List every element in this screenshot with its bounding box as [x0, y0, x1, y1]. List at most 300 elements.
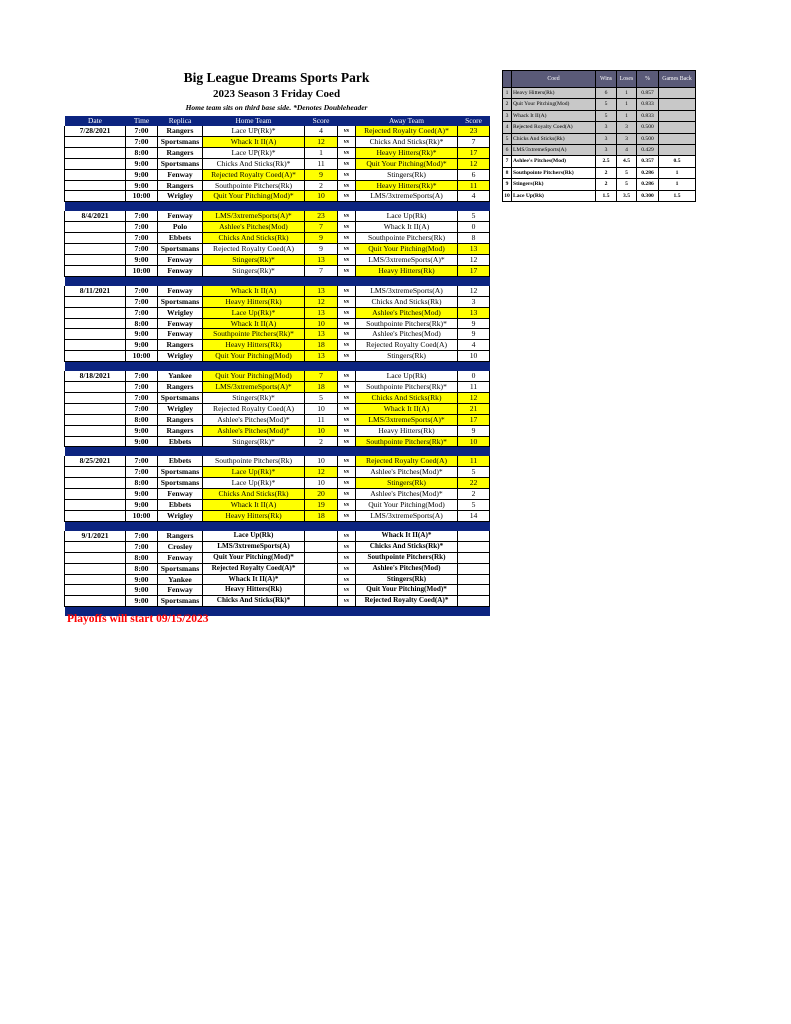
standings-team: Ashlee's Pitches(Mod): [512, 156, 596, 167]
standings-wins: 2: [596, 167, 617, 178]
page-title: Big League Dreams Sports Park: [183, 70, 370, 85]
home-score: 10: [305, 318, 338, 329]
home-team: Whack It II(A)*: [203, 574, 305, 585]
game-row: [65, 456, 490, 466]
vs-label: vs: [338, 351, 356, 362]
playoffs-notice: Playoffs will start 09/15/2023: [67, 613, 209, 625]
home-team: Rejected Royalty Coed(A): [203, 403, 305, 414]
standings-losses: 1: [617, 99, 637, 110]
away-team: Stingers(Rk): [356, 574, 458, 585]
game-time: 9:00: [126, 425, 158, 436]
vs-label: vs: [338, 307, 356, 318]
standings-wins: 1.5: [596, 190, 617, 201]
standings-team: Chicks And Sticks(Rk): [512, 133, 596, 144]
week-separator-bar: [65, 202, 490, 212]
standings-games-back: [659, 88, 696, 99]
away-team: Southpointe Pitchers(Rk): [356, 552, 458, 563]
away-team: Lace Up(Rk): [356, 211, 458, 221]
game-row: [65, 340, 490, 351]
home-team: Stingers(Rk)*: [203, 265, 305, 276]
away-team: Rejected Royalty Coed(A): [356, 340, 458, 351]
vs-label: vs: [338, 191, 356, 202]
home-score: 2: [305, 180, 338, 191]
away-score: 0: [458, 222, 490, 233]
game-time: 9:00: [126, 340, 158, 351]
standings-pct: 0.857: [637, 88, 659, 99]
vs-label: vs: [338, 425, 356, 436]
standings-row: [503, 179, 696, 190]
standings-rank: 6: [503, 145, 512, 156]
away-score: 5: [458, 467, 490, 478]
game-time: 7:00: [126, 371, 158, 381]
standings-team: Quit Your Pitching(Mod): [512, 99, 596, 110]
home-score: 20: [305, 489, 338, 500]
home-score: [305, 585, 338, 596]
away-team: Heavy Hitters(Rk): [356, 265, 458, 276]
field-replica: Ebbets: [158, 500, 203, 511]
standings-losses: 4: [617, 145, 637, 156]
game-time: 9:00: [126, 489, 158, 500]
column-header: Away Team: [356, 116, 458, 126]
page-subtitle: 2023 Season 3 Friday Coed: [212, 88, 341, 100]
game-row: [65, 233, 490, 244]
game-time: 9:00: [126, 596, 158, 607]
home-score: 18: [305, 340, 338, 351]
standings-pct: 0.500: [637, 133, 659, 144]
game-row: [65, 531, 490, 541]
game-date: [65, 585, 126, 596]
home-team: LMS/3xtremeSports(A): [203, 541, 305, 552]
game-date: [65, 511, 126, 522]
home-team: Lace Up(Rk)*: [203, 478, 305, 489]
home-team: Chicks And Sticks(Rk): [203, 233, 305, 244]
game-row: [65, 467, 490, 478]
standings-column-header: %: [637, 71, 659, 88]
away-team: Chicks And Sticks(Rk): [356, 296, 458, 307]
standings-losses: 5: [617, 167, 637, 178]
away-team: LMS/3xtremeSports(A)*: [356, 254, 458, 265]
vs-label: vs: [338, 531, 356, 541]
away-score: [458, 541, 490, 552]
game-row: [65, 191, 490, 202]
away-team: Whack It II(A)*: [356, 531, 458, 541]
game-time: 7:00: [126, 456, 158, 466]
week-separator-bar: [65, 521, 490, 531]
home-score: 10: [305, 191, 338, 202]
standings-wins: 5: [596, 110, 617, 121]
week-separator-bar: [65, 447, 490, 457]
game-time: 7:00: [126, 382, 158, 393]
game-row: [65, 169, 490, 180]
game-row: [65, 147, 490, 158]
field-replica: Rangers: [158, 340, 203, 351]
vs-label: vs: [338, 180, 356, 191]
home-score: 10: [305, 478, 338, 489]
away-team: Southpointe Pitchers(Rk): [356, 233, 458, 244]
game-date: [65, 414, 126, 425]
home-team: Quit Your Pitching(Mod): [203, 351, 305, 362]
standings-row: [503, 190, 696, 201]
away-team: Heavy Hitters(Rk)*: [356, 180, 458, 191]
vs-label: vs: [338, 563, 356, 574]
home-team: Ashlee's Pitches(Mod): [203, 222, 305, 233]
away-score: 23: [458, 126, 490, 136]
away-team: Stingers(Rk): [356, 478, 458, 489]
game-date: [65, 563, 126, 574]
standings-rank: 5: [503, 133, 512, 144]
game-time: 7:00: [126, 531, 158, 541]
vs-label: vs: [338, 585, 356, 596]
home-score: [305, 563, 338, 574]
vs-label: vs: [338, 340, 356, 351]
game-time: 10:00: [126, 191, 158, 202]
game-date: [65, 329, 126, 340]
standings-losses: 4.5: [617, 156, 637, 167]
home-score: [305, 596, 338, 607]
standings-games-back: [659, 99, 696, 110]
vs-label: vs: [338, 596, 356, 607]
game-row: [65, 371, 490, 381]
game-row: [65, 222, 490, 233]
away-score: 17: [458, 147, 490, 158]
field-replica: Ebbets: [158, 456, 203, 466]
standings-wins: 3: [596, 145, 617, 156]
home-score: 7: [305, 265, 338, 276]
home-team: Southpointe Pitchers(Rk): [203, 456, 305, 466]
field-replica: Fenway: [158, 254, 203, 265]
game-time: 10:00: [126, 351, 158, 362]
away-score: 22: [458, 478, 490, 489]
game-time: 8:00: [126, 147, 158, 158]
away-team: Southpointe Pitchers(Rk)*: [356, 436, 458, 447]
field-replica: Rangers: [158, 531, 203, 541]
vs-label: vs: [338, 478, 356, 489]
vs-label: vs: [338, 126, 356, 136]
away-team: Stingers(Rk): [356, 169, 458, 180]
standings-wins: 3: [596, 122, 617, 133]
standings-losses: 1: [617, 88, 637, 99]
field-replica: Fenway: [158, 286, 203, 296]
standings-wins: 5: [596, 99, 617, 110]
home-score: 9: [305, 233, 338, 244]
week-separator: [65, 447, 490, 457]
game-time: 9:00: [126, 500, 158, 511]
game-row: [65, 563, 490, 574]
field-replica: Sportsmans: [158, 136, 203, 147]
vs-label: vs: [338, 436, 356, 447]
game-time: 8:00: [126, 552, 158, 563]
home-score: 10: [305, 456, 338, 466]
home-score: [305, 574, 338, 585]
game-date: [65, 436, 126, 447]
home-score: 7: [305, 371, 338, 381]
home-team: Quit Your Pitching(Mod)*: [203, 191, 305, 202]
game-time: 7:00: [126, 233, 158, 244]
home-team: LMS/3xtremeSports(A)*: [203, 382, 305, 393]
home-team: Southpointe Pitchers(Rk): [203, 180, 305, 191]
game-date: [65, 340, 126, 351]
field-replica: Fenway: [158, 552, 203, 563]
week-separator-bar: [65, 276, 490, 286]
field-replica: Sportsmans: [158, 563, 203, 574]
game-row: [65, 403, 490, 414]
game-date: [65, 489, 126, 500]
home-score: 13: [305, 351, 338, 362]
home-score: 12: [305, 467, 338, 478]
standings-pct: 0.286: [637, 179, 659, 190]
game-time: 7:00: [126, 244, 158, 255]
home-team: Lace UP(Rk)*: [203, 126, 305, 136]
vs-label: vs: [338, 233, 356, 244]
game-date: [65, 500, 126, 511]
home-team: Ashlee's Pitches(Mod)*: [203, 425, 305, 436]
standings-rank: 1: [503, 88, 512, 99]
away-team: Southpointe Pitchers(Rk)*: [356, 318, 458, 329]
standings-pct: 0.286: [637, 167, 659, 178]
away-score: 17: [458, 414, 490, 425]
home-score: 9: [305, 169, 338, 180]
vs-label: vs: [338, 211, 356, 221]
game-row: [65, 585, 490, 596]
field-replica: Sportsmans: [158, 596, 203, 607]
standings-team: Southpointe Pitchers(Rk): [512, 167, 596, 178]
home-score: 13: [305, 329, 338, 340]
standings-column-header: Coed: [512, 71, 596, 88]
away-score: 0: [458, 371, 490, 381]
away-score: 10: [458, 436, 490, 447]
standings-losses: 3: [617, 133, 637, 144]
away-score: 14: [458, 511, 490, 522]
game-row: [65, 296, 490, 307]
game-date: [65, 265, 126, 276]
vs-label: vs: [338, 265, 356, 276]
vs-label: vs: [338, 456, 356, 466]
game-time: 8:00: [126, 414, 158, 425]
home-score: 11: [305, 158, 338, 169]
game-row: [65, 500, 490, 511]
standings-row: [503, 133, 696, 144]
game-row: [65, 392, 490, 403]
away-team: LMS/3xtremeSports(A): [356, 286, 458, 296]
vs-label: vs: [338, 318, 356, 329]
game-row: [65, 158, 490, 169]
field-replica: Ebbets: [158, 436, 203, 447]
away-score: [458, 552, 490, 563]
home-team: Stingers(Rk)*: [203, 436, 305, 447]
column-header: [338, 116, 356, 126]
game-row: [65, 478, 490, 489]
away-score: [458, 574, 490, 585]
vs-label: vs: [338, 147, 356, 158]
column-header: Score: [458, 116, 490, 126]
vs-label: vs: [338, 329, 356, 340]
game-row: [65, 436, 490, 447]
field-replica: Fenway: [158, 318, 203, 329]
away-team: Quit Your Pitching(Mod)*: [356, 158, 458, 169]
home-team: Heavy Hitters(Rk): [203, 340, 305, 351]
field-replica: Rangers: [158, 126, 203, 136]
away-team: Chicks And Sticks(Rk): [356, 392, 458, 403]
away-team: Chicks And Sticks(Rk)*: [356, 541, 458, 552]
home-team: Stingers(Rk)*: [203, 392, 305, 403]
away-score: [458, 596, 490, 607]
home-score: 12: [305, 136, 338, 147]
standings-pct: 0.833: [637, 110, 659, 121]
vs-label: vs: [338, 574, 356, 585]
vs-label: vs: [338, 222, 356, 233]
column-header: Home Team: [203, 116, 305, 126]
home-score: [305, 531, 338, 541]
game-row: [65, 136, 490, 147]
home-team: Chicks And Sticks(Rk)*: [203, 158, 305, 169]
game-time: 9:00: [126, 574, 158, 585]
home-score: 5: [305, 392, 338, 403]
standings-games-back: 0.5: [659, 156, 696, 167]
standings-games-back: 1: [659, 179, 696, 190]
away-score: 3: [458, 296, 490, 307]
away-team: Quit Your Pitching(Mod)*: [356, 585, 458, 596]
game-time: 7:00: [126, 222, 158, 233]
game-time: 7:00: [126, 467, 158, 478]
away-score: 11: [458, 382, 490, 393]
away-team: Whack It II(A): [356, 222, 458, 233]
home-team: Chicks And Sticks(Rk)*: [203, 596, 305, 607]
field-replica: Yankee: [158, 574, 203, 585]
standings-pct: 0.357: [637, 156, 659, 167]
standings-games-back: 1.5: [659, 190, 696, 201]
home-score: 1: [305, 147, 338, 158]
game-row: [65, 126, 490, 136]
away-score: 4: [458, 191, 490, 202]
week-separator-bar: [65, 362, 490, 372]
home-score: 7: [305, 222, 338, 233]
game-date: [65, 478, 126, 489]
game-row: [65, 574, 490, 585]
away-team: Rejected Royalty Coed(A)*: [356, 596, 458, 607]
game-row: [65, 552, 490, 563]
schedule-table: [64, 116, 490, 616]
game-date: 7/28/2021: [65, 126, 126, 136]
standings-row: [503, 156, 696, 167]
home-team: Whack It II(A): [203, 286, 305, 296]
home-score: 11: [305, 414, 338, 425]
game-row: [65, 318, 490, 329]
game-date: 8/25/2021: [65, 456, 126, 466]
standings-row: [503, 167, 696, 178]
game-date: [65, 147, 126, 158]
standings-rank: 2: [503, 99, 512, 110]
home-score: 23: [305, 211, 338, 221]
game-date: [65, 136, 126, 147]
away-team: Rejected Royalty Coed(A): [356, 456, 458, 466]
standings-row: [503, 110, 696, 121]
vs-label: vs: [338, 500, 356, 511]
game-row: [65, 265, 490, 276]
vs-label: vs: [338, 169, 356, 180]
vs-label: vs: [338, 371, 356, 381]
field-replica: Polo: [158, 222, 203, 233]
field-replica: Sportsmans: [158, 478, 203, 489]
standings-rank: 7: [503, 156, 512, 167]
field-replica: Sportsmans: [158, 296, 203, 307]
game-row: [65, 211, 490, 221]
standings-team: LMS/3xtremeSports(A): [512, 145, 596, 156]
home-team: Heavy Hitters(Rk): [203, 296, 305, 307]
standings-column-header: Loses: [617, 71, 637, 88]
home-team: Rejected Royalty Coed(A): [203, 244, 305, 255]
away-score: 9: [458, 318, 490, 329]
game-time: 9:00: [126, 585, 158, 596]
standings-wins: 2: [596, 179, 617, 190]
away-team: Ashlee's Pitches(Mod): [356, 563, 458, 574]
standings-row: [503, 88, 696, 99]
field-replica: Fenway: [158, 265, 203, 276]
game-time: 9:00: [126, 158, 158, 169]
game-date: [65, 425, 126, 436]
game-row: [65, 425, 490, 436]
vs-label: vs: [338, 254, 356, 265]
vs-label: vs: [338, 158, 356, 169]
home-team: Lace UP(Rk)*: [203, 147, 305, 158]
standings-rank: 10: [503, 190, 512, 201]
away-score: 12: [458, 286, 490, 296]
away-score: [458, 531, 490, 541]
game-time: 9:00: [126, 169, 158, 180]
home-team: Lace Up(Rk)*: [203, 307, 305, 318]
standings-rank: 3: [503, 110, 512, 121]
standings-pct: 0.300: [637, 190, 659, 201]
away-team: Ashlee's Pitches(Mod)*: [356, 489, 458, 500]
home-team: Whack It II(A): [203, 500, 305, 511]
vs-label: vs: [338, 382, 356, 393]
field-replica: Sportsmans: [158, 467, 203, 478]
game-time: 7:00: [126, 211, 158, 221]
standings-rank: 8: [503, 167, 512, 178]
away-score: 13: [458, 244, 490, 255]
standings-column-header: [503, 71, 512, 88]
standings-column-header: Wins: [596, 71, 617, 88]
game-date: 9/1/2021: [65, 531, 126, 541]
away-team: Ashlee's Pitches(Mod): [356, 329, 458, 340]
standings-wins: 6: [596, 88, 617, 99]
standings-losses: 3.5: [617, 190, 637, 201]
standings-games-back: [659, 122, 696, 133]
game-date: [65, 307, 126, 318]
game-date: [65, 169, 126, 180]
vs-label: vs: [338, 489, 356, 500]
vs-label: vs: [338, 286, 356, 296]
game-date: [65, 351, 126, 362]
home-score: 9: [305, 244, 338, 255]
game-time: 7:00: [126, 286, 158, 296]
game-date: [65, 158, 126, 169]
game-row: [65, 596, 490, 607]
standings-games-back: [659, 145, 696, 156]
home-team: Quit Your Pitching(Mod)*: [203, 552, 305, 563]
game-time: 9:00: [126, 180, 158, 191]
standings-pct: 0.500: [637, 122, 659, 133]
game-date: [65, 244, 126, 255]
vs-label: vs: [338, 414, 356, 425]
field-replica: Rangers: [158, 425, 203, 436]
home-score: 2: [305, 436, 338, 447]
home-score: 12: [305, 296, 338, 307]
standings-wins: 3: [596, 133, 617, 144]
vs-label: vs: [338, 296, 356, 307]
standings-losses: 5: [617, 179, 637, 190]
away-score: [458, 585, 490, 596]
field-replica: Sportsmans: [158, 392, 203, 403]
